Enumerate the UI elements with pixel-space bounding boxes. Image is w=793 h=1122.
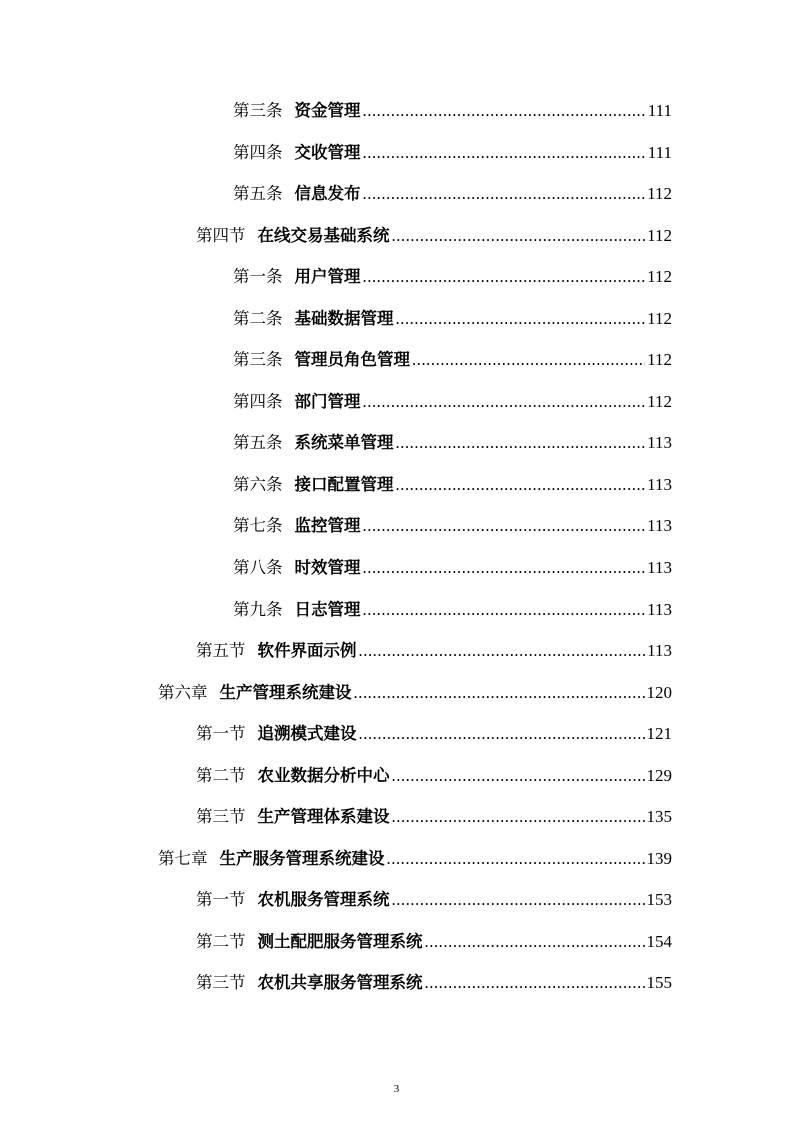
toc-entry[interactable]: [0, 755, 793, 797]
toc-entry-number: 第三节: [196, 807, 246, 827]
toc-leader-dots: [392, 755, 645, 797]
toc-entry-number: 第一条: [233, 267, 283, 287]
toc-entry[interactable]: [0, 630, 793, 672]
toc-entry-title: 生产管理体系建设: [257, 807, 390, 827]
toc-leader-dots: [396, 298, 646, 340]
toc-entry-number: 第五条: [233, 433, 283, 453]
toc-leader-dots: [392, 796, 645, 838]
toc-entry-title: 农机服务管理系统: [257, 890, 390, 910]
toc-entry-page: 113: [647, 516, 672, 536]
toc-leader-dots: [363, 381, 646, 423]
toc-entry-title: 在线交易基础系统: [257, 225, 390, 245]
toc-entry[interactable]: [0, 90, 793, 132]
toc-entry-page: 111: [647, 142, 672, 162]
toc-entry-page: 112: [647, 308, 672, 328]
toc-entry[interactable]: [0, 505, 793, 547]
toc-leader-dots: [354, 672, 645, 714]
toc-entry[interactable]: [0, 796, 793, 838]
toc-entry[interactable]: [0, 422, 793, 464]
toc-entry-title: 软件界面示例: [257, 641, 357, 661]
toc-entry-page: 112: [647, 225, 672, 245]
toc-entry-number: 第二节: [196, 931, 246, 951]
toc-entry-number: 第三节: [196, 973, 246, 993]
toc-entry-title: 接口配置管理: [294, 474, 394, 494]
toc-entry-page: 155: [646, 973, 672, 993]
toc-leader-dots: [396, 422, 646, 464]
toc-entry-number: 第九条: [233, 599, 283, 619]
toc-leader-dots: [412, 339, 645, 381]
toc-entry-title: 监控管理: [294, 516, 361, 536]
toc-entry-number: 第五节: [196, 641, 246, 661]
toc-entry[interactable]: [0, 921, 793, 963]
toc-entry[interactable]: [0, 173, 793, 215]
toc-entry-title: 基础数据管理: [294, 308, 394, 328]
toc-entry-page: 113: [647, 474, 672, 494]
toc-entry[interactable]: [0, 464, 793, 506]
toc-entry-number: 第八条: [233, 558, 283, 578]
toc-entry-number: 第四节: [196, 225, 246, 245]
toc-entry-title: 管理员角色管理: [294, 350, 410, 370]
toc-entry-number: 第一节: [196, 890, 246, 910]
toc-entry-title: 农机共享服务管理系统: [257, 973, 423, 993]
toc-entry-page: 153: [646, 890, 672, 910]
toc-entry-number: 第七条: [233, 516, 283, 536]
toc-entry[interactable]: [0, 547, 793, 589]
toc-entry-page: 113: [647, 558, 672, 578]
toc-entry-page: 139: [646, 848, 672, 868]
toc-entry-page: 135: [646, 807, 672, 827]
toc-entry-title: 信息发布: [294, 184, 361, 204]
toc-entry-title: 资金管理: [294, 101, 361, 120]
toc-entry-page: 154: [646, 931, 672, 951]
toc-entry-number: 第二条: [233, 308, 283, 328]
toc-entry-title: 时效管理: [294, 558, 361, 578]
toc-entry-number: 第四条: [233, 142, 283, 162]
toc-leader-dots: [359, 713, 645, 755]
toc-leader-dots: [396, 464, 646, 506]
toc-entry[interactable]: [0, 879, 793, 921]
toc-entry-title: 测土配肥服务管理系统: [257, 931, 423, 951]
toc-leader-dots: [392, 879, 645, 921]
toc-leader-dots: [363, 173, 646, 215]
toc-entry-title: 部门管理: [294, 391, 361, 411]
toc-entry-page: 111: [647, 101, 672, 120]
toc-leader-dots: [363, 547, 646, 589]
toc-entry-page: 112: [647, 350, 672, 370]
toc-entry-number: 第五条: [233, 184, 283, 204]
toc-entry[interactable]: [0, 298, 793, 340]
toc-entry[interactable]: [0, 838, 793, 880]
toc-entry-page: 112: [647, 184, 672, 204]
toc-entry-title: 日志管理: [294, 599, 361, 619]
toc-entry[interactable]: [0, 132, 793, 174]
toc-entry-number: 第三条: [233, 350, 283, 370]
toc-entry-title: 系统菜单管理: [294, 433, 394, 453]
toc-entry-number: 第三条: [233, 101, 283, 120]
toc-entry-number: 第六章: [158, 682, 208, 702]
toc-entry-page: 112: [647, 391, 672, 411]
toc-entry-page: 113: [647, 641, 672, 661]
table-of-contents: [0, 90, 793, 1004]
toc-entry[interactable]: [0, 589, 793, 631]
toc-leader-dots: [363, 90, 646, 132]
toc-entry-title: 追溯模式建设: [257, 724, 357, 744]
toc-entry-number: 第七章: [158, 848, 208, 868]
toc-leader-dots: [392, 215, 646, 257]
toc-entry-title: 生产管理系统建设: [219, 682, 352, 702]
toc-leader-dots: [363, 256, 646, 298]
toc-leader-dots: [387, 838, 645, 880]
toc-leader-dots: [425, 921, 645, 963]
toc-entry-number: 第四条: [233, 391, 283, 411]
toc-leader-dots: [425, 962, 645, 1004]
toc-entry[interactable]: [0, 256, 793, 298]
toc-entry-page: 120: [646, 682, 672, 702]
toc-entry-title: 生产服务管理系统建设: [219, 848, 385, 868]
toc-entry[interactable]: [0, 381, 793, 423]
toc-leader-dots: [363, 505, 646, 547]
toc-entry[interactable]: [0, 962, 793, 1004]
toc-entry-title: 用户管理: [294, 267, 361, 287]
page-number: 3: [393, 1083, 400, 1095]
toc-entry[interactable]: [0, 339, 793, 381]
toc-entry-number: 第二节: [196, 765, 246, 785]
toc-entry[interactable]: [0, 713, 793, 755]
toc-entry-page: 113: [647, 433, 672, 453]
toc-entry-page: 112: [647, 267, 672, 287]
toc-leader-dots: [363, 589, 646, 631]
toc-entry-number: 第一节: [196, 724, 246, 744]
toc-entry-number: 第六条: [233, 474, 283, 494]
toc-entry[interactable]: [0, 215, 793, 257]
toc-entry-title: 交收管理: [294, 142, 361, 162]
toc-entry-title: 农业数据分析中心: [257, 765, 390, 785]
toc-leader-dots: [359, 630, 646, 672]
toc-entry-page: 121: [646, 724, 672, 744]
toc-entry[interactable]: [0, 672, 793, 714]
toc-entry-page: 129: [646, 765, 672, 785]
toc-entry-page: 113: [647, 599, 672, 619]
toc-leader-dots: [363, 132, 646, 174]
